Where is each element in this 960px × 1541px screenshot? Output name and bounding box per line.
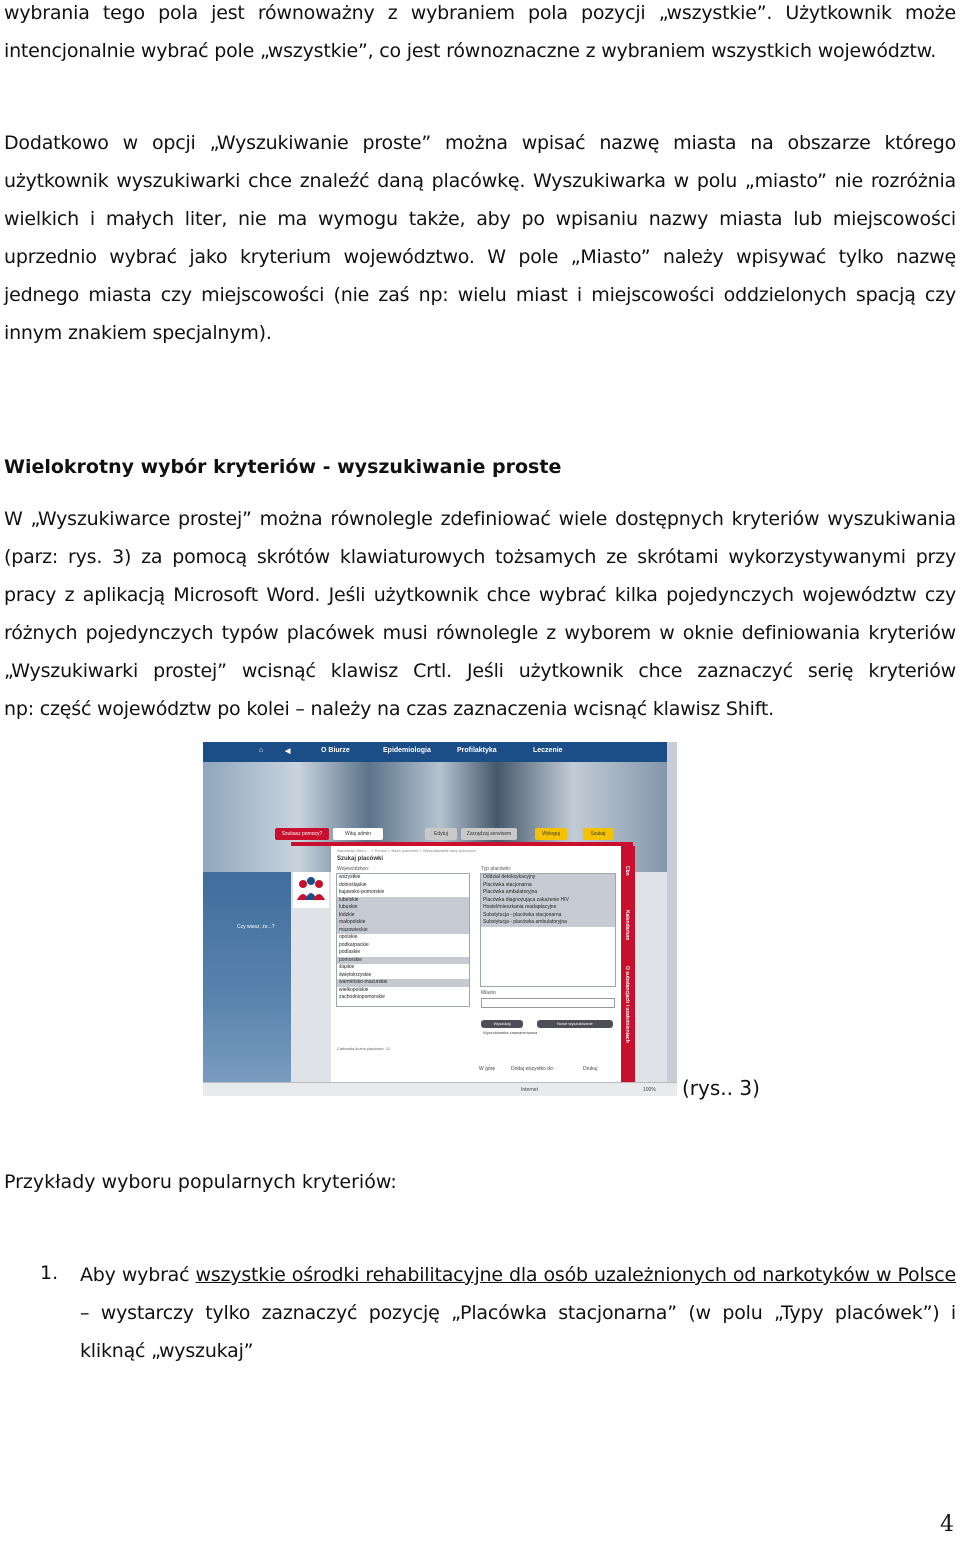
right-tab: O substancjach i uzależnieniach (624, 966, 630, 1043)
voivodeship-option[interactable]: lubuskie (337, 904, 469, 912)
nav-item: Epidemiologia (383, 747, 431, 754)
intro-paragraph (4, 0, 956, 70)
voivodeship-option[interactable]: lubelskie (337, 897, 469, 905)
status-zone: Internet (521, 1087, 538, 1093)
page-number: 4 (940, 1512, 954, 1537)
figure-caption: (rys.. 3) (682, 1076, 760, 1100)
voivodeship-option[interactable]: małopolskie (337, 919, 469, 927)
voivodeship-option[interactable]: śląskie (339, 964, 355, 970)
rehab-centers-link[interactable]: wszystkie ośrodki rehabilitacyjne dla osób uzależnionych od narkotyków w Polsce (195, 1264, 956, 1286)
voivodeship-listbox[interactable] (336, 873, 470, 1007)
status-zoom: 100% (643, 1087, 656, 1093)
examples-heading: Przykłady wyboru popularnych kryteriów: (4, 1171, 397, 1193)
nav-item: O Biurze (321, 747, 350, 754)
tab-manage: Zarządzaj serwisem (461, 828, 517, 840)
city-input[interactable] (481, 998, 615, 1008)
text-line: np: część województw po kolei – należy na czas zaznaczenia wcisnąć klawisz Shift. (4, 698, 774, 720)
text-line: W „Wyszukiwarce prostej” można równolegle zdefiniować wiele dostępnych kryteriów wyszukiwania (4, 508, 956, 530)
side-question: Czy wiesz, że...? (237, 924, 275, 930)
browser-status-bar (203, 1082, 677, 1096)
text-line: „Wyszukiwarki prostej” wcisnąć klawisz Crtl. Jeśli użytkownik chce zaznaczyć serię kryteriów (4, 660, 956, 682)
text-line: intencjonalnie wybrać pole „wszystkie”, co jest równoznaczne z wybraniem wszystkich województw. (4, 40, 937, 62)
nav-item: Leczenie (533, 747, 563, 754)
search-button[interactable]: Wyszukaj (481, 1020, 523, 1028)
nav-item: Profilaktyka (457, 747, 497, 754)
facility-type-option[interactable]: Placówka stacjonarna (481, 882, 615, 890)
facility-type-listbox[interactable] (480, 873, 616, 987)
multi-criteria-paragraph (4, 500, 956, 728)
top-navigation-bar (203, 742, 677, 762)
voivodeship-option[interactable]: podkarpackie (339, 941, 369, 948)
voivodeship-option[interactable]: świętokrzyskie (339, 971, 372, 978)
voivodeship-option[interactable]: zachodniopomorskie (339, 994, 385, 1000)
facility-type-option[interactable]: Oddział detoksykacyjny (481, 874, 615, 882)
text-line: kliknąć „wyszukaj” (80, 1340, 254, 1362)
panel-title: Szukaj placówki (337, 856, 384, 862)
voivodeship-option[interactable]: łódzkie (337, 912, 469, 920)
new-search-button[interactable]: Nowe wyszukiwanie (537, 1020, 613, 1028)
link-print[interactable]: Drukuj (583, 1066, 598, 1072)
text-line: wybrania tego pola jest równoważny z wybraniem pola pozycji „wszystkie”. Użytkownik może (4, 2, 956, 24)
tab-edit: Edytuj (425, 828, 457, 840)
simple-search-paragraph (4, 124, 956, 352)
right-side-tabs (621, 846, 635, 1082)
logo-icon (293, 872, 329, 908)
text-line: Dodatkowo w opcji „Wyszukiwanie proste” można wpisać nazwę miasta na obszarze którego (4, 132, 956, 154)
voivodeship-option[interactable]: opolskie (339, 934, 358, 940)
facility-type-label: Typ placówki: (481, 866, 512, 872)
side-photo (203, 872, 291, 1082)
text-line: (parz: rys. 3) za pomocą skrótów klawiaturowych tożsamych ze skrótami wykorzystywanymi przy (4, 546, 956, 568)
list-number: 1. (40, 1262, 59, 1284)
facility-count: Całkowita liczba placówek: 12 (337, 1046, 391, 1051)
list-item (80, 1256, 956, 1370)
tab-help: Szukasz pomocy? (275, 828, 329, 840)
voivodeship-option[interactable]: warmińsko-mazurskie (337, 979, 469, 987)
facility-type-option[interactable]: Substytucja - placówka stacjonarna (481, 912, 615, 920)
voivodeship-option[interactable]: kujawsko-pomorskie (339, 889, 385, 895)
section-heading: Wielokrotny wybór kryteriów - wyszukiwanie proste (4, 456, 562, 478)
text-line: jednego miasta czy miejscowości (nie zaś np: wielu miast i miejscowości oddzielonych spacją czy (4, 284, 956, 306)
text-line: uprzednio wybrać jako kryterium województwo. W pole „Miasto” należy wpisywać tylko nazwę (4, 246, 956, 268)
voivodeship-option[interactable]: pomorskie (337, 957, 469, 965)
tab-welcome: Witaj admin (333, 828, 383, 840)
home-icon: ⌂ (259, 747, 264, 754)
breadcrumb: Narodowe Biuro ... » Pomoc » Baza placówek » Wyszukiwarka bazy placówek (337, 848, 476, 853)
text-line: różnych pojedynczych typów placówek musi równolegle z wyborem w oknie definiowania kryteriów (4, 622, 956, 644)
link-top[interactable]: W górę (479, 1066, 496, 1072)
voivodeship-option[interactable]: wszystkie (339, 874, 361, 880)
link-add-all[interactable]: Dodaj wszystko do: (511, 1066, 555, 1072)
text-line (80, 1256, 956, 1294)
facility-type-option[interactable]: Substytucja - placówka ambulatoryjna (481, 919, 615, 927)
voivodeship-option[interactable]: dolnośląskie (339, 881, 367, 888)
advanced-search-link[interactable]: Wyszukiwarka zaawansowana (483, 1030, 538, 1035)
voivodeship-option[interactable]: wielkopolskie (339, 986, 369, 993)
tab-logout: Wyloguj (535, 828, 567, 840)
text-line: wielkich i małych liter, nie ma wymogu także, aby po wpisaniu nazwy miasta lub miejscowości (4, 208, 956, 230)
text-line: – wystarczy tylko zaznaczyć pozycję „Placówka stacjonarna” (w polu „Typy placówek”) i (80, 1302, 956, 1324)
text-line: pracy z aplikacją Microsoft Word. Jeśli użytkownik chce wybrać kilka pojedynczych województw czy (4, 584, 956, 606)
voivodeship-option[interactable]: podlaskie (339, 949, 361, 955)
voivodeship-option[interactable]: mazowieckie (337, 927, 469, 935)
right-tab: Cbn (624, 866, 630, 876)
search-screenshot-figure (203, 742, 677, 1096)
text-line: użytkownik wyszukiwarki chce znaleźć daną placówkę. Wyszukiwarka w polu „miasto” nie rozróżnia (4, 170, 956, 192)
list-intro: Aby wybrać (80, 1264, 196, 1286)
voivodeship-label: Województwo: (337, 866, 370, 872)
right-tab: Kalendarium (624, 910, 630, 941)
facility-type-option[interactable]: Placówka ambulatoryjna (481, 889, 615, 897)
facility-type-option[interactable]: Placówka diagnozująca zakażenie HIV (481, 897, 615, 905)
facility-type-option[interactable]: Hostel/mieszkania readaptacyjne (481, 904, 615, 912)
city-label: Miasto (481, 990, 496, 996)
scrollbar[interactable] (667, 742, 677, 1082)
tab-search: Szukaj (583, 828, 613, 840)
back-arrow-icon: ◀ (285, 748, 291, 755)
text-line: innym znakiem specjalnym). (4, 322, 272, 344)
